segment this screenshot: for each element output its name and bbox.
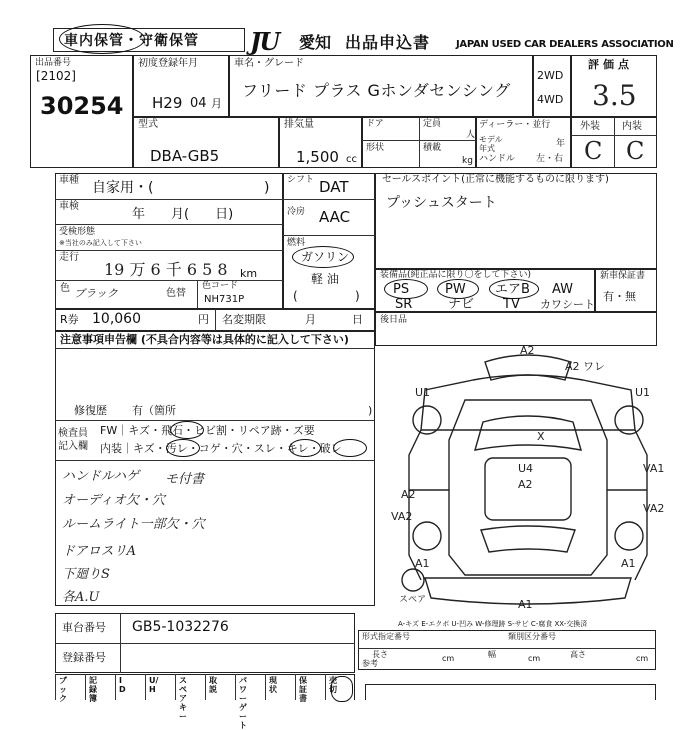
model-label: 型式 (138, 119, 158, 130)
recycle-value: 10,060 (92, 311, 141, 327)
door-vdivider (419, 117, 420, 168)
score-value: 3.5 (592, 79, 637, 112)
cert-divider (358, 648, 656, 649)
sales-point-text: プッシュスタート (386, 195, 497, 211)
footer-cell-label: 保証書 (299, 676, 307, 703)
drive-4wd: 4WD (537, 93, 564, 106)
fuel-label: 燃料 (287, 238, 306, 248)
diagram-legend: A-キズ E-エクボ U-凹み W-修理跡 S-サビ C-腐食 XX-交換済 (398, 620, 588, 628)
recycle-divider (215, 309, 216, 331)
model-year-unit: 年 (556, 139, 566, 149)
interior-stain-circle (166, 439, 200, 457)
equip-airbag: エアB (495, 282, 530, 297)
equipment-label: 装備品(純正品に限り〇をして下さい) (380, 270, 532, 280)
interior-label: 内装 (622, 121, 642, 132)
mileage-value: 19 万 6 千 6 5 8 (104, 260, 228, 279)
note-audio: オーディオ欠・穴 (62, 493, 165, 508)
history-note: ※当社のみ記入して下さい (59, 239, 142, 247)
storage-circle-mark (59, 24, 145, 54)
vin-divider (55, 643, 355, 644)
inspection-value: 年 月( 日) (132, 207, 234, 222)
color-vdivider (197, 280, 198, 309)
inspector-divider-bottom (55, 460, 375, 461)
footer-cell-label: 取説 (209, 676, 217, 694)
equip-car-seat: カワシート (540, 298, 595, 311)
exterior-label: 外装 (580, 121, 600, 132)
footer-cells (55, 674, 355, 730)
shift-label: シフト (287, 175, 315, 185)
lot-label: 出品番号 (35, 58, 72, 68)
registration-year: H29 (152, 94, 183, 112)
transmission-divider-2 (283, 235, 375, 236)
inspection-label: 車検 (59, 201, 79, 212)
equip-aw: AW (552, 282, 574, 297)
lot-number: 30254 (40, 92, 124, 120)
org-english-name: JAPAN USED CAR DEALERS ASSOCIATION (456, 39, 674, 50)
reg-label: 登録番号 (62, 651, 106, 664)
interior-grade: C (626, 137, 645, 165)
displacement-label: 排気量 (284, 119, 314, 130)
note-door: ドアロスリA (62, 544, 136, 559)
length-label: 長さ (372, 650, 388, 659)
equip-sr: SR (395, 297, 413, 312)
footer-cell-4 (175, 674, 205, 721)
equip-navi: ナビ (448, 297, 475, 312)
footer-cell-label: パワーゲート (239, 676, 247, 730)
ac-value: AAC (319, 208, 351, 226)
color-change-label: 色替 (166, 288, 186, 299)
vin-label: 車台番号 (62, 621, 106, 634)
displacement-value: 1,500 (296, 148, 339, 166)
usage-divider-4 (55, 280, 283, 281)
car-damage-diagram (385, 340, 670, 620)
equip-airbag-circle (489, 279, 539, 299)
footer-cell-0 (55, 674, 85, 703)
capacity-unit: 人 (466, 130, 476, 140)
equip-pw: PW (445, 282, 466, 297)
footer-cell-label: ID (119, 676, 126, 694)
name-change-month-unit: 月 (305, 313, 316, 326)
notes-label: 注意事項申告欄 (不具合内容等は具体的に記入して下さい) (60, 333, 349, 346)
footer-cell-label: 記録簿 (89, 676, 97, 703)
org-name: 愛知 (299, 33, 332, 52)
footer-cell-label: スペアキー (179, 676, 187, 721)
equip-ps: PS (393, 282, 410, 297)
footer-cell-3 (145, 674, 175, 700)
lot-sub-number: [2102] (36, 69, 76, 83)
load-unit: kg (462, 156, 473, 166)
name-change-label: 名変期限 (222, 313, 266, 326)
mark-va2-left: VA2 (391, 510, 413, 523)
mileage-unit: km (240, 267, 258, 280)
mark-a2-left: A2 (401, 488, 416, 501)
registration-label: 初度登録年月 (138, 58, 198, 69)
note-various: 各A.U (62, 590, 100, 605)
vehicle-name: フリード プラス Gホンダセンシング (242, 81, 511, 100)
usage-divider-1 (55, 199, 283, 200)
mark-x: X (537, 430, 545, 443)
width-label: 幅 (488, 650, 496, 659)
mark-va1: VA1 (643, 462, 665, 475)
name-change-day-unit: 日 (352, 313, 363, 326)
org-logo: JU (250, 27, 279, 56)
dealer-label: ディーラー・並行 (479, 120, 551, 130)
mark-u1-left: U1 (415, 386, 431, 399)
footer-right-box (365, 684, 656, 700)
handle-options: 左・右 (536, 154, 564, 164)
footer-cell-5 (205, 674, 235, 700)
fuel-gasoline: ガソリン (301, 250, 350, 264)
equip-tv: TV (503, 297, 520, 312)
equip-pw-circle (437, 279, 479, 299)
storage-label: 車内保管・守衛保管 (64, 33, 199, 49)
note-scratch: モ付書 (165, 472, 205, 487)
footer-cell-label: 現状 (269, 676, 277, 694)
footer-cell-6 (235, 674, 265, 730)
vin-vdivider (120, 613, 121, 673)
mark-u1-right: U1 (635, 386, 651, 399)
drive-box (533, 55, 571, 117)
usage-type-close: ) (264, 180, 270, 196)
score-label: 評価点 (588, 58, 633, 71)
mark-va2-right: VA2 (643, 502, 665, 515)
grades-divider (614, 117, 615, 168)
mileage-label: 走行 (59, 252, 79, 263)
footer-cell-label: U/H (149, 676, 159, 694)
warranty-label: 新車保証書 (600, 271, 646, 281)
mark-a2-roof: A2 (520, 344, 535, 357)
footer-cell-label: ブック (59, 676, 67, 703)
fuel-paren-close: ) (355, 289, 360, 303)
mark-a1-left: A1 (415, 557, 430, 570)
fuel-diesel: 軽 油 (311, 272, 339, 286)
warranty-options: 有・無 (603, 290, 636, 303)
footer-cell-8 (295, 674, 325, 703)
repair-label: 修復歴 (74, 404, 107, 417)
handle-label: ハンドル (479, 154, 516, 164)
cm-unit-2: cm (528, 654, 541, 663)
shift-value: DAT (319, 178, 349, 196)
cm-unit-3: cm (636, 654, 649, 663)
transmission-divider-1 (283, 199, 375, 200)
recycle-label: R券 (60, 313, 79, 326)
mark-spare: スペア (399, 595, 427, 605)
vin-value: GB5-1032276 (132, 619, 229, 635)
footer-cell-2 (115, 674, 145, 700)
notes-header-divider (55, 348, 375, 349)
sales-point-label: セールスポイント(正常に機能するものに限ります) (382, 174, 609, 185)
note-room-light: ルームライト一部欠・穴 (62, 517, 205, 532)
note-steering-wear: ハンドルハゲ (62, 469, 140, 484)
usage-type-label: 車種 (59, 175, 79, 186)
color-code: NH731P (204, 294, 245, 305)
usage-divider-2 (55, 224, 283, 225)
form-title: 出品申込書 (345, 33, 431, 52)
mark-u4: U4 (518, 462, 534, 475)
recycle-unit: 円 (198, 313, 209, 326)
sold-out-circle (331, 676, 353, 702)
cm-unit-1: cm (442, 654, 455, 663)
color-value: ブラック (74, 287, 118, 300)
fw-line: FW｜キズ・飛石・ヒビ割・リペア跡・ズ要 (100, 424, 315, 437)
inspector-divider-top (55, 420, 375, 421)
fw-chip-circle (170, 421, 204, 439)
class-label: 類別区分番号 (508, 632, 556, 641)
displacement-unit: cc (346, 154, 357, 165)
fuel-paren-open: ( (293, 289, 298, 303)
repair-close: ) (368, 404, 373, 417)
inspector-label: 検査員記入欄 (58, 428, 88, 452)
ref-label: 参考 (362, 659, 378, 668)
fuel-gasoline-circle (292, 246, 354, 268)
interior-line: 内装｜キズ・汚レ・コゲ・穴・スレ・キレ・破レ (100, 442, 342, 455)
sales-point-box (375, 173, 657, 269)
registration-month-unit: 月 (211, 97, 222, 110)
usage-divider-3 (55, 250, 283, 251)
mark-a2-crack: A2 ワレ (565, 360, 606, 373)
model-value: DBA-GB5 (150, 147, 220, 165)
usage-type-value: 自家用・( (92, 180, 154, 196)
load-label: 積載 (423, 143, 442, 153)
history-label: 受検形態 (59, 227, 96, 237)
door-label: ドア (366, 119, 384, 129)
mark-a1-right: A1 (621, 557, 636, 570)
damage-marks (391, 344, 664, 611)
capacity-label: 定員 (423, 119, 442, 129)
interior-wear-circle (289, 439, 321, 457)
vehicle-name-label: 車名・グレード (234, 58, 304, 69)
exterior-grade: C (584, 137, 603, 165)
repair-value: 有（箇所 (132, 404, 176, 417)
drive-2wd: 2WD (537, 69, 564, 82)
mark-a2-roof-center: A2 (518, 478, 533, 491)
ac-label: 冷房 (287, 207, 306, 217)
color-label: 色 (60, 283, 70, 294)
interior-torn-circle (333, 439, 367, 457)
height-label: 高さ (570, 650, 586, 659)
color-code-label: 色コード (202, 281, 239, 291)
note-underbody: 下廻りS (62, 567, 110, 582)
footer-cell-label: 売切 (329, 676, 337, 694)
mark-a1-rear: A1 (518, 598, 533, 611)
registration-month: 04 (190, 96, 207, 111)
shape-label: 形状 (366, 143, 385, 153)
remarks-label: 後日品 (380, 315, 408, 325)
cert-label: 形式指定番号 (362, 632, 410, 641)
footer-cell-7 (265, 674, 295, 700)
equip-ps-circle (384, 279, 428, 299)
model-year-label: モデル年式 (479, 135, 503, 153)
footer-cell-1 (85, 674, 115, 703)
grades-hdivider (571, 135, 657, 136)
